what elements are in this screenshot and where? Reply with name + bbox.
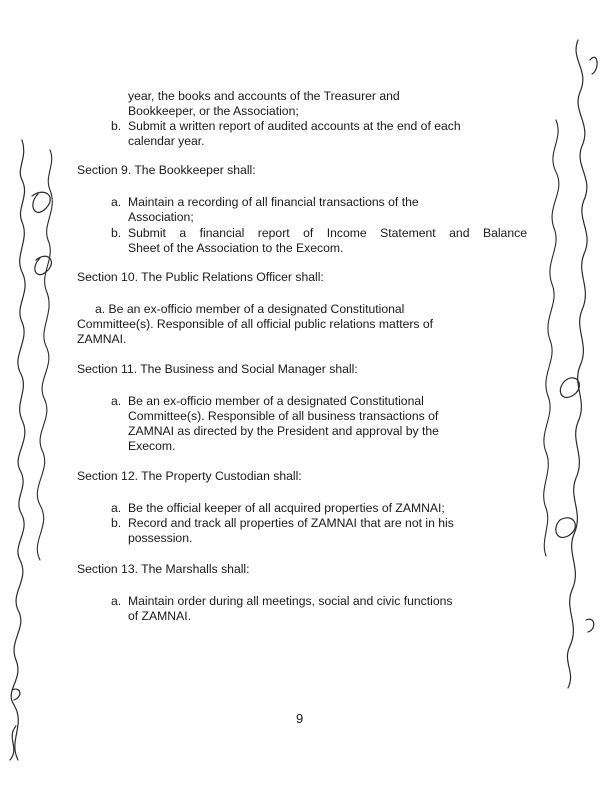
right-signature-scrawl: [567, 40, 587, 688]
section-13-heading: Section 13. The Marshalls shall:: [77, 562, 250, 576]
section-11-item-a-line-3: ZAMNAI as directed by the President and approval by the: [128, 424, 439, 438]
continuation-line-1: year, the books and accounts of the Treasurer and: [128, 89, 400, 103]
list-marker: b.: [111, 516, 122, 530]
right-initials: [586, 57, 597, 632]
list-marker: a.: [111, 594, 122, 608]
right-signature-flourish: [544, 120, 559, 556]
section-13-item-a-line-1: Maintain order during all meetings, social and civic functions: [128, 594, 453, 608]
section-11-item-a-line-4: Execom.: [128, 439, 176, 453]
section-12-item-a-line-1: Be the official keeper of all acquired properties of ZAMNAI;: [128, 501, 445, 515]
list-marker: a.: [111, 195, 122, 209]
left-signature-loop: [32, 192, 51, 274]
section-9-item-b-line-1: Submit a financial report of Income Statement and Balance: [128, 226, 527, 240]
section-9-item-a-line-1: Maintain a recording of all financial transactions of the: [128, 195, 419, 209]
section-11-heading: Section 11. The Business and Social Manager shall:: [77, 362, 358, 376]
section-10-item-a-line-2: Committee(s). Responsible of all official public relations matters of: [77, 317, 434, 331]
section-10-item-a-line-1: a. Be an ex-officio member of a designated Constitutional: [95, 302, 405, 316]
list-marker: a.: [111, 501, 122, 515]
continuation-item-b-line-2: calendar year.: [128, 134, 205, 148]
left-initials: [10, 689, 20, 760]
section-12-heading: Section 12. The Property Custodian shall:: [77, 469, 302, 483]
section-10-item-a-line-3: ZAMNAI.: [77, 332, 127, 346]
continuation-item-b-line-1: Submit a written report of audited accounts at the end of each: [128, 119, 461, 133]
list-marker: b.: [111, 226, 122, 240]
section-11-item-a-line-2: Committee(s). Responsible of all business transactions of: [128, 409, 439, 423]
section-9-item-b-line-2: Sheet of the Association to the Execom.: [128, 241, 344, 255]
list-marker: a.: [111, 394, 122, 408]
section-11-item-a-line-1: Be an ex-officio member of a designated Constitutional: [128, 394, 424, 408]
left-signature-flourish: [37, 150, 52, 560]
list-marker: b.: [111, 119, 122, 133]
left-signature-scrawl: [11, 140, 25, 760]
section-12-item-b-line-2: possession.: [128, 531, 193, 545]
section-9-item-a-line-2: Association;: [128, 210, 194, 224]
continuation-line-2: Bookkeeper, or the Association;: [128, 104, 299, 118]
page-number: 9: [296, 711, 304, 726]
section-13-item-a-line-2: of ZAMNAI.: [128, 609, 191, 623]
right-signature-loop: [556, 378, 580, 538]
section-10-heading: Section 10. The Public Relations Officer shall:: [77, 270, 324, 284]
section-12-item-b-line-1: Record and track all properties of ZAMNAI that are not in his: [128, 516, 454, 530]
section-9-heading: Section 9. The Bookkeeper shall:: [77, 163, 256, 177]
